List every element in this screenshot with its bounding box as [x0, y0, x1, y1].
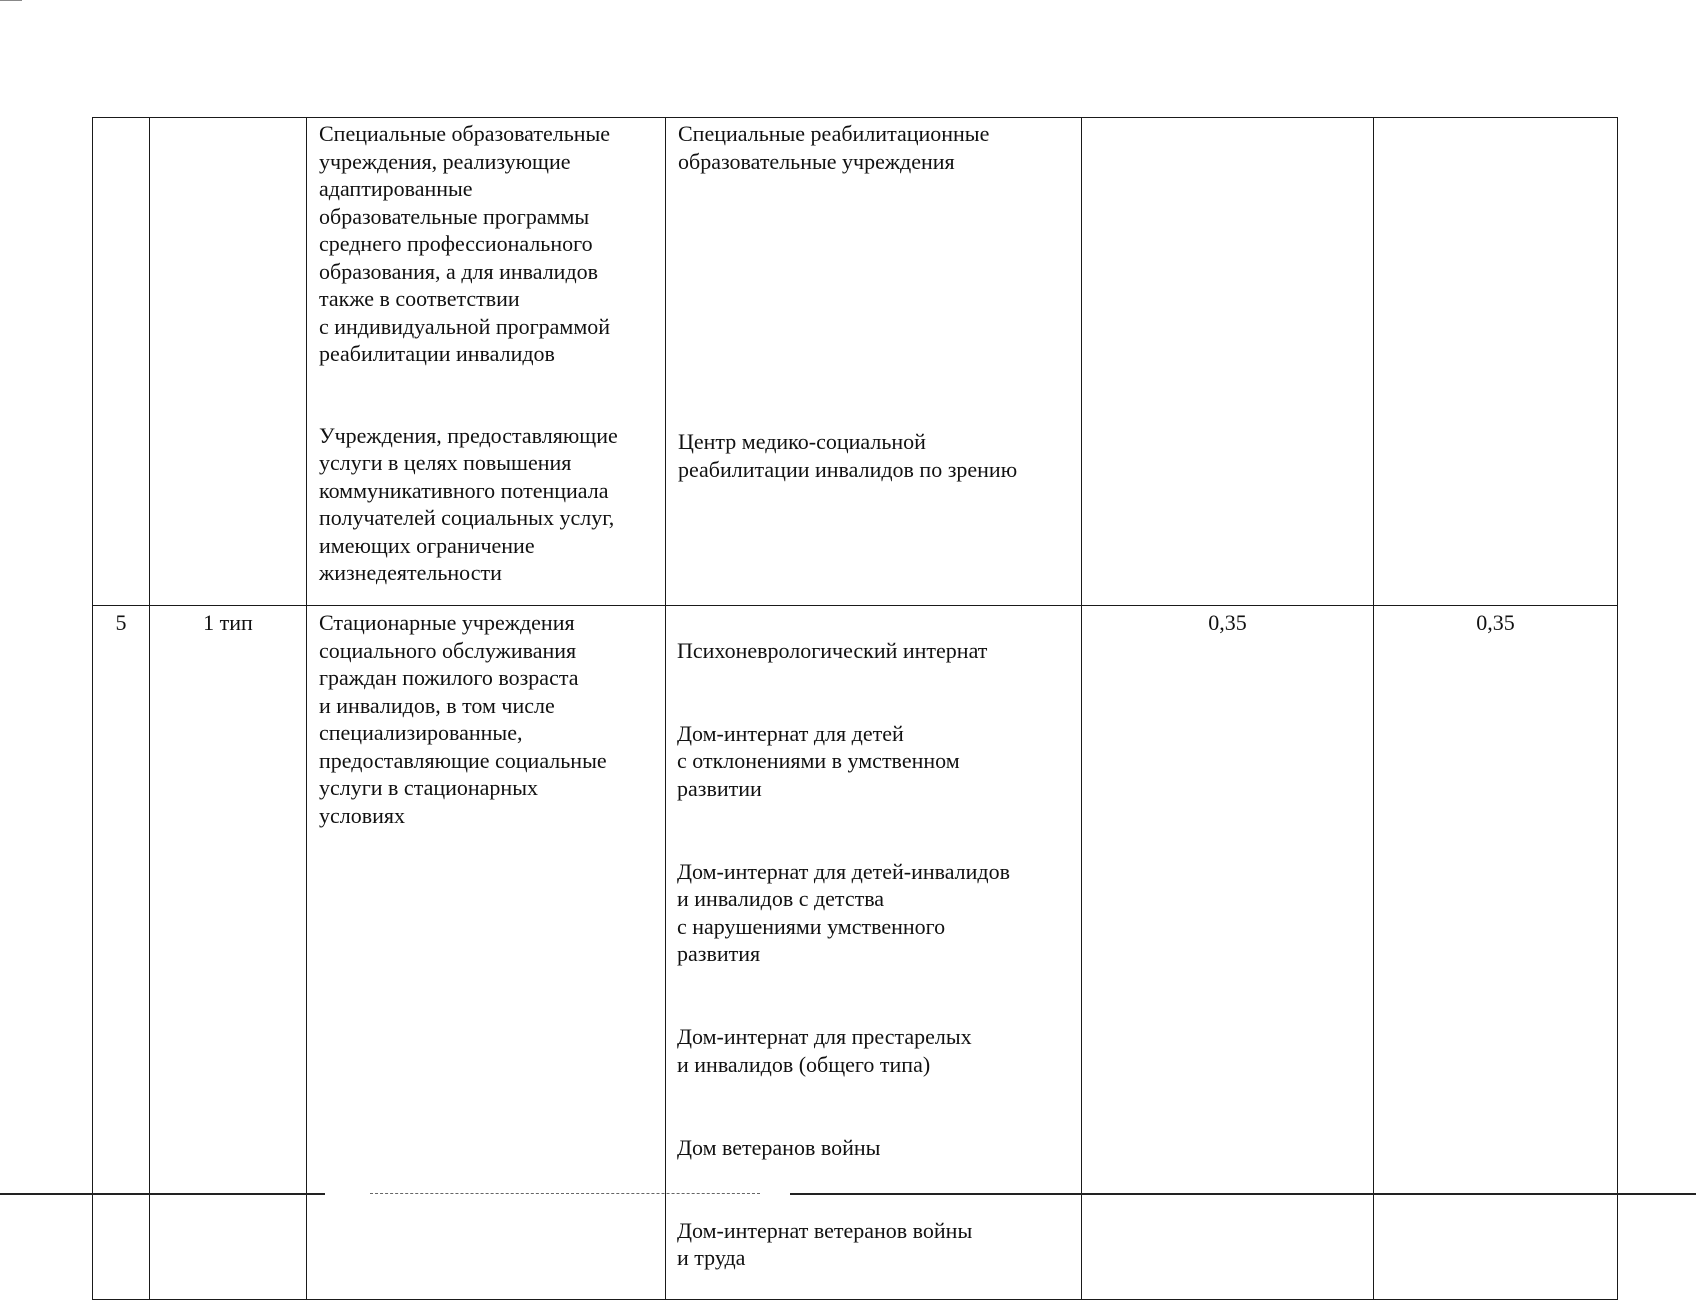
- institution-item: Дом-интернат для детей-инвалидов и инвалидов с детства с нарушениями умственного развития: [677, 858, 1011, 966]
- cell-institutions: [666, 606, 1082, 1300]
- institution-list: [666, 606, 1081, 1299]
- table-row: [93, 118, 1618, 606]
- cell-type: 1 тип: [150, 606, 307, 1300]
- footer-line: [790, 1193, 1696, 1195]
- cell-number: [93, 118, 150, 606]
- scan-corner-mark: [0, 0, 22, 1]
- cell-number: 5: [93, 606, 150, 1300]
- cell-category: [307, 118, 666, 606]
- cell-value-1: 0,35: [1082, 606, 1374, 1300]
- footer-line: [0, 1193, 325, 1195]
- footer-line: [370, 1193, 760, 1194]
- institution-text: Центр медико-социальной реабилитации инвалидов по зрению: [678, 429, 1018, 482]
- cell-type: [150, 118, 307, 606]
- category-text: Специальные образовательные учреждения, реализующие адаптированные образовательные программы среднего профессионального образования, а для инвалидов также в соответствии с индивидуальной программой реабилитации инвалидов: [319, 121, 611, 366]
- institution-item: Дом-интернат ветеранов войны и труда: [677, 1217, 973, 1270]
- cell-institutions: [666, 118, 1082, 606]
- institution-item: Дом-интернат для детей с отклонениями в умственном развитии: [677, 720, 960, 801]
- institution-text: Специальные реабилитационные образовательные учреждения: [678, 121, 990, 174]
- cell-value-1: [1082, 118, 1374, 606]
- data-table: [92, 117, 1618, 1300]
- cell-category: [307, 606, 666, 1300]
- category-text: Учреждения, предоставляющие услуги в целях повышения коммуникативного потенциала получателей социальных услуг, имеющих ограничение жизнедеятельности: [319, 422, 618, 585]
- institution-item: Дом ветеранов войны: [677, 1134, 881, 1160]
- category-text: Стационарные учреждения социального обслуживания граждан пожилого возраста и инвалидов, в том числе специализированные, предоставляющие социальные услуги в стационарных условиях: [319, 610, 607, 828]
- cell-value-2: [1374, 118, 1618, 606]
- institution-item: Психоневрологический интернат: [677, 637, 988, 663]
- cell-value-2: 0,35: [1374, 606, 1618, 1300]
- table-row: [93, 606, 1618, 1300]
- institution-item: Дом-интернат для престарелых и инвалидов (общего типа): [677, 1024, 972, 1077]
